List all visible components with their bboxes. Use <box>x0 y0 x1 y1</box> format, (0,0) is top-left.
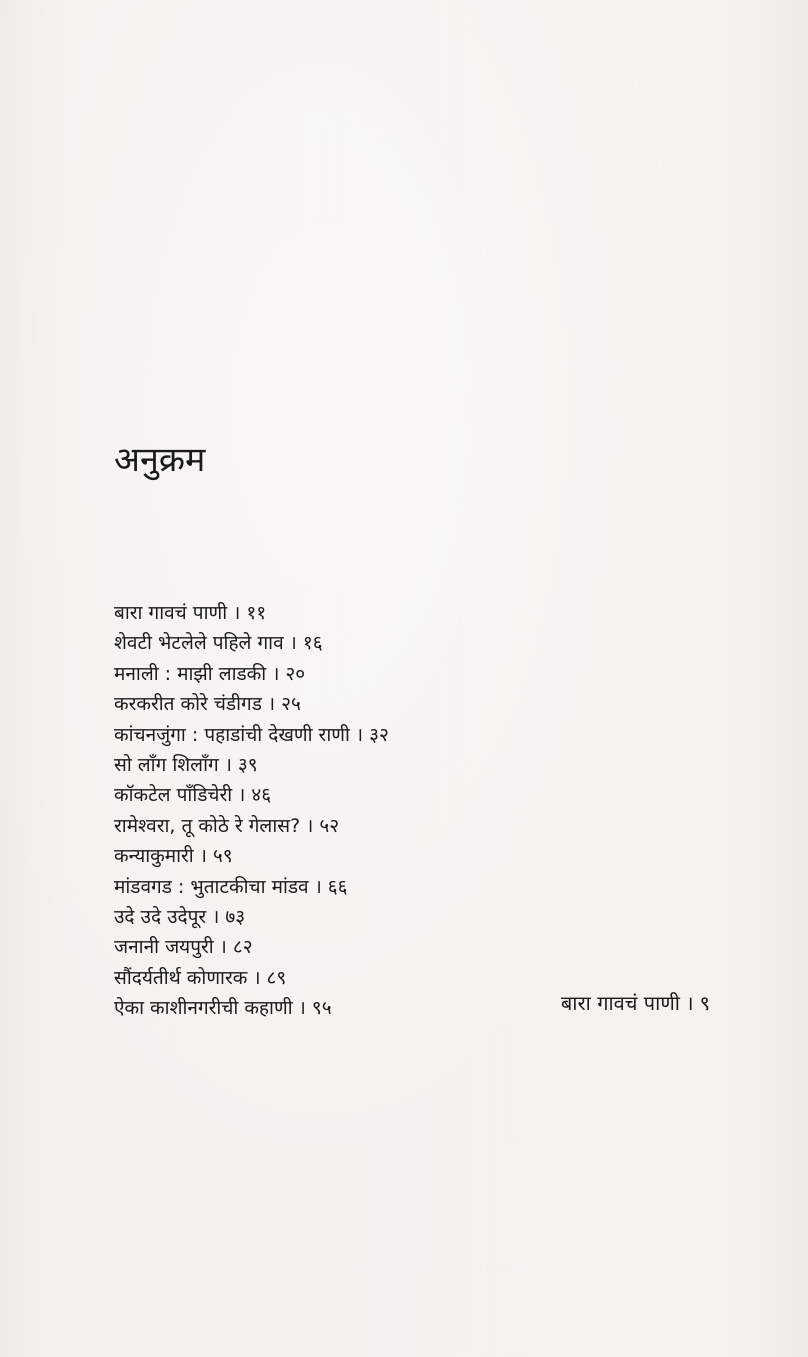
toc-item-page: १६ <box>302 632 323 655</box>
toc-item-title: शेवटी भेटलेले पहिले गाव <box>114 632 284 655</box>
toc-separator: । <box>267 693 276 716</box>
toc-item <box>114 902 389 932</box>
toc-separator: । <box>212 905 220 928</box>
toc-separator: । <box>355 723 364 746</box>
toc-item-page: ८९ <box>266 966 287 989</box>
page-number: ९ <box>699 991 710 1015</box>
toc-item-page: ६६ <box>327 875 348 898</box>
toc-item <box>114 720 389 750</box>
toc-separator: । <box>199 845 207 868</box>
toc-item-title: मनाली : माझी लाडकी <box>114 662 267 685</box>
toc-heading: अनुक्रम <box>114 440 206 480</box>
toc-separator: । <box>289 632 297 655</box>
toc-item-page: २५ <box>281 693 301 716</box>
toc-item-title: कॉकटेल पाँडिचेरी <box>114 784 233 807</box>
toc-item-title: कांचनजुंगा : पहाडांची देखणी राणी <box>114 723 350 746</box>
page-footer <box>561 983 710 1023</box>
toc-item <box>114 750 389 780</box>
toc-item-page: २० <box>285 662 306 685</box>
toc-separator: । <box>306 814 314 837</box>
toc-item-page: ७३ <box>225 905 246 928</box>
toc-separator: । <box>219 936 227 959</box>
toc-item <box>114 932 389 962</box>
toc-item-page: ९५ <box>311 997 332 1020</box>
toc-item <box>114 963 389 993</box>
toc-item <box>114 689 389 719</box>
footer-separator: । <box>686 991 694 1015</box>
toc-separator: । <box>238 784 246 807</box>
toc-item-page: ११ <box>246 602 267 624</box>
toc-item-page: ८२ <box>232 936 253 959</box>
toc-item-page: ५९ <box>212 845 233 868</box>
toc-item <box>114 811 389 841</box>
toc-item-page: ३९ <box>237 753 258 776</box>
toc-separator: । <box>272 662 280 685</box>
toc-item <box>114 598 389 628</box>
running-book-title: बारा गावचं पाणी <box>560 991 680 1015</box>
toc-item-title: उदे उदे उदेपूर <box>114 905 207 928</box>
toc-item <box>114 628 389 658</box>
toc-separator: । <box>298 997 306 1020</box>
toc-item-page: ४६ <box>251 784 272 807</box>
toc-item-title: करकरीत कोरे चंडीगड <box>114 693 262 716</box>
toc-item-title: मांडवगड : भुताटकीचा मांडव <box>114 875 309 898</box>
toc-item-title: रामेश्वरा, तू कोठे रे गेलास? <box>114 814 301 837</box>
toc-item-title: बारा गावचं पाणी <box>114 602 228 624</box>
toc-item <box>114 993 389 1023</box>
toc-item-title: कन्याकुमारी <box>114 845 194 868</box>
toc-item-title: सौंदर्यतीर्थ कोणारक <box>114 966 248 989</box>
toc-list <box>114 598 389 1023</box>
toc-separator: । <box>253 966 261 989</box>
toc-item-title: जनानी जयपुरी <box>114 936 214 959</box>
toc-separator: । <box>314 875 322 898</box>
toc-item <box>114 659 389 689</box>
toc-separator: । <box>224 753 232 776</box>
toc-item-title: सो लाँग शिलाँग <box>114 753 219 776</box>
toc-item-title: ऐका काशीनगरीची कहाणी <box>114 997 293 1020</box>
toc-item <box>114 872 389 902</box>
toc-item-page: ३२ <box>369 723 389 746</box>
toc-item <box>114 841 389 871</box>
toc-item-page: ५२ <box>319 814 340 837</box>
toc-item <box>114 780 389 810</box>
toc-separator: । <box>233 602 241 624</box>
